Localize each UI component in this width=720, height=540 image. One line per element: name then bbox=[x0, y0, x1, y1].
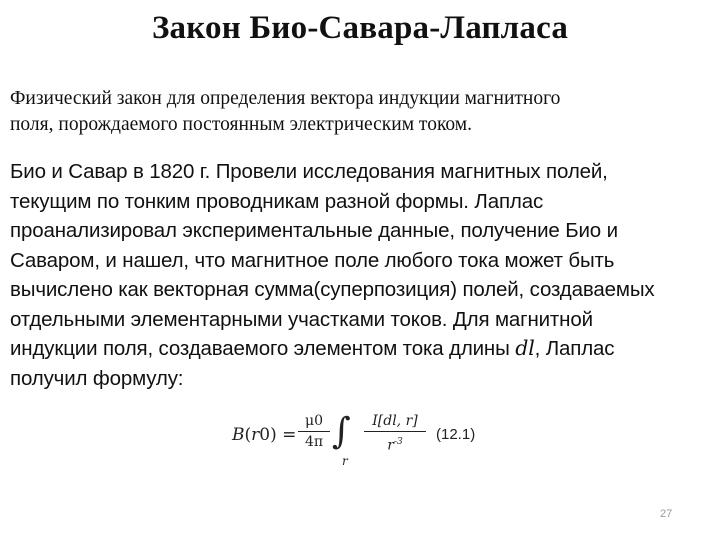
fraction-denominator-4pi: 4π bbox=[304, 434, 324, 450]
equation-number: (12.1) bbox=[436, 426, 476, 443]
body-line-7-start: индукции поля, создаваемого элементом тока длины bbox=[10, 337, 516, 360]
slide-title: Закон Био-Савара-Лапласа bbox=[151, 10, 569, 46]
history-paragraph bbox=[10, 157, 715, 393]
body-line-4: Саваром, и нашел, что магнитное поле любого тока может быть bbox=[10, 248, 615, 272]
body-line-7-end: , Лаплас bbox=[534, 337, 615, 360]
integrand-denominator bbox=[364, 433, 426, 455]
intro-line-2: поля, порождаемого постоянным электрическим током. bbox=[10, 114, 473, 135]
body-line-7 bbox=[10, 334, 715, 364]
formula-zero: 0 bbox=[259, 425, 271, 445]
body-line-1: Био и Савар в 1820 г. Провели исследования магнитных полей, bbox=[10, 160, 608, 183]
integrand-denominator-r: r bbox=[387, 437, 394, 454]
intro-definition bbox=[10, 86, 710, 138]
formula-r: r bbox=[251, 425, 260, 445]
formula-open-paren: ( bbox=[244, 425, 252, 445]
integrand-bar bbox=[364, 431, 426, 432]
page-number: 27 bbox=[660, 508, 673, 520]
body-line-2: текущим по тонким проводникам разной формы. Лаплас bbox=[10, 189, 544, 213]
integrand-numerator: I[dl, r] bbox=[372, 413, 418, 429]
fraction-numerator-mu0: μ0 bbox=[304, 413, 323, 429]
integral-sign: ∫ bbox=[332, 411, 351, 452]
integrand-denominator-exponent: -3 bbox=[393, 437, 403, 447]
body-line-6: отдельными элементарными участками токов. Для магнитной bbox=[10, 307, 593, 331]
body-line-8: получил формулу: bbox=[10, 366, 184, 390]
formula-close-equals: ) = bbox=[270, 425, 297, 445]
body-line-3: проанализировал экспериментальные данные, получение Био и bbox=[10, 219, 618, 242]
formula-constant-fraction bbox=[298, 412, 330, 451]
biot-savart-formula bbox=[232, 408, 532, 470]
intro-line-1: Физический закон для определения вектора индукции магнитного bbox=[10, 88, 561, 109]
formula-b: B bbox=[232, 425, 245, 445]
formula-lhs bbox=[232, 425, 296, 445]
formula-integrand-fraction bbox=[364, 412, 426, 455]
integral-subscript: r bbox=[342, 454, 348, 468]
body-line-5: вычислено как векторная сумма(суперпозиция) полей, создаваемых bbox=[10, 278, 655, 301]
fraction-bar bbox=[298, 431, 330, 432]
current-element-length-symbol: dl bbox=[515, 336, 535, 360]
